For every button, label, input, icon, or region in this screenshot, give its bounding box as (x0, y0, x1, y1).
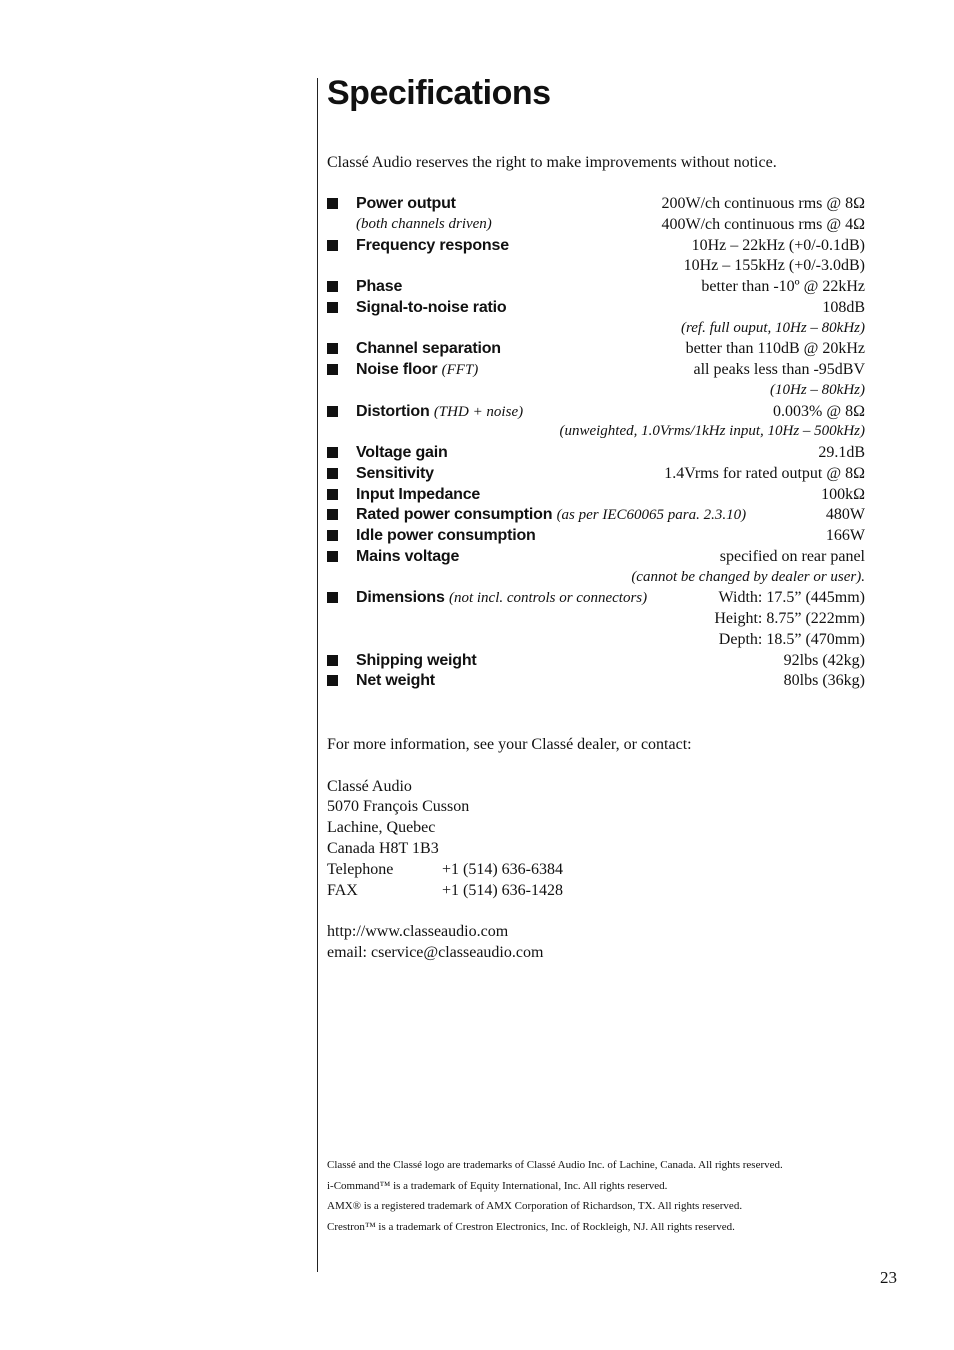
spec-row (327, 587, 865, 608)
spec-label: Channel separation (356, 340, 501, 358)
spec-value: 10Hz – 22kHz (+0/-0.1dB) (691, 236, 865, 254)
spec-value-note: (ref. full ouput, 10Hz – 80kHz) (680, 319, 865, 336)
spec-row (327, 193, 865, 214)
bullet-square-icon (327, 343, 338, 354)
spec-row (327, 442, 865, 463)
bullet-square-icon (327, 240, 338, 251)
contact-block (327, 735, 692, 964)
street-address: 5070 François Cusson (327, 798, 470, 816)
spec-note: (as per IEC60065 para. 2.3.10) (556, 507, 747, 524)
bullet-square-icon (327, 489, 338, 500)
bullet-square-icon (327, 468, 338, 479)
spec-note: (FFT) (441, 362, 479, 378)
spec-label: Voltage gain (356, 444, 448, 461)
spec-value: 100kΩ (821, 485, 865, 503)
spec-row (327, 276, 865, 297)
fax-label: FAX (327, 881, 358, 899)
bullet-square-icon (327, 509, 338, 520)
spec-value: all peaks less than -95dBV (693, 361, 865, 378)
spec-row (327, 650, 865, 671)
fax-row (327, 881, 692, 902)
bullet-square-icon (327, 655, 338, 666)
spec-value: Depth: 18.5” (470mm) (718, 630, 865, 648)
spec-label: Noise floor (FFT) (356, 361, 479, 378)
website-link[interactable]: http://www.classeaudio.com (327, 923, 509, 941)
spec-label: Net weight (356, 672, 435, 690)
spec-label: Frequency response (356, 236, 509, 254)
spec-note: (not incl. controls or connectors) (448, 590, 648, 607)
bullet-square-icon (327, 530, 338, 541)
bullet-square-icon (327, 447, 338, 458)
intro-text: Classé Audio reserves the right to make improvements without notice. (327, 154, 777, 171)
spec-row (327, 629, 865, 650)
spec-value: Width: 17.5” (445mm) (718, 589, 865, 607)
bullet-square-icon (327, 302, 338, 313)
bullet-square-icon (327, 675, 338, 686)
bullet-square-icon (327, 406, 338, 417)
spec-value: 166W (825, 527, 865, 544)
telephone-number: +1 (514) 636-6384 (442, 860, 564, 878)
spec-value-note: (unweighted, 1.0Vrms/1kHz input, 10Hz – 500kHz) (559, 423, 865, 440)
spec-value: 29.1dB (818, 444, 865, 461)
spec-row (327, 318, 865, 339)
spec-row (327, 235, 865, 256)
spec-row (327, 484, 865, 505)
legal-line: Crestron™ is a trademark of Crestron Electronics, Inc. of Rockleigh, NJ. All rights reserved. (327, 1221, 735, 1234)
bullet-square-icon (327, 198, 338, 209)
spec-label: Signal-to-noise ratio (356, 298, 507, 316)
spec-row (327, 338, 865, 359)
spec-row (327, 401, 865, 422)
spec-label: Phase (356, 278, 403, 295)
spec-row (327, 608, 865, 629)
spec-label: Dimensions (not incl. controls or connectors) (356, 589, 648, 607)
spec-row (327, 546, 865, 567)
bullet-square-icon (327, 281, 338, 292)
bullet-square-icon (327, 364, 338, 375)
spec-row (327, 297, 865, 318)
header (327, 70, 865, 116)
spec-value-note: (10Hz – 80kHz) (770, 381, 865, 398)
spec-value: better than -10º @ 22kHz (701, 278, 865, 295)
spec-row (327, 463, 865, 484)
spec-row (327, 380, 865, 401)
spec-row (327, 359, 865, 380)
spec-value: 200W/ch continuous rms @ 8Ω (661, 195, 865, 212)
city: Lachine, Quebec (327, 819, 436, 837)
spec-label: Sensitivity (356, 464, 434, 482)
spec-value: 10Hz – 155kHz (+0/-3.0dB) (683, 257, 865, 275)
spec-value: better than 110dB @ 20kHz (685, 340, 865, 358)
spec-label: Idle power consumption (356, 527, 536, 544)
legal-line: i-Command™ is a trademark of Equity International, Inc. All rights reserved. (327, 1179, 668, 1192)
company-name: Classé Audio (327, 777, 412, 795)
spec-value: specified on rear panel (719, 547, 865, 565)
fax-number: +1 (514) 636-1428 (442, 881, 564, 899)
telephone-row (327, 860, 692, 881)
spec-value: Height: 8.75” (222mm) (714, 610, 865, 627)
spec-row (327, 567, 865, 588)
page-number: 23 (880, 1268, 897, 1287)
spec-list (327, 193, 865, 691)
spec-label: Rated power consumption (as per IEC60065 para. 2.3.10) (356, 506, 747, 524)
spec-row (327, 670, 865, 691)
spec-label: Shipping weight (356, 651, 477, 669)
spec-row (327, 504, 865, 525)
spec-row (327, 421, 865, 442)
legal-notices (327, 1155, 783, 1238)
spec-value: 1.4Vrms for rated output @ 8Ω (664, 464, 865, 482)
legal-line: Classé and the Classé logo are trademarks of Classé Audio Inc. of Lachine, Canada. All rights reserved. (327, 1159, 783, 1171)
spec-row (327, 255, 865, 276)
spec-value: 92lbs (42kg) (783, 651, 865, 669)
spec-label: Power output (356, 195, 456, 212)
spec-note: (THD + noise) (433, 403, 524, 420)
country-postal: Canada H8T 1B3 (327, 839, 439, 857)
margin-rule (317, 78, 318, 1272)
spec-label: Input Impedance (356, 485, 481, 503)
spec-value: 480W (825, 506, 865, 524)
spec-row (327, 214, 865, 235)
spec-sublabel: (both channels driven) (356, 215, 492, 232)
page-title: Specifications (327, 74, 551, 112)
email-link[interactable]: email: cservice@classeaudio.com (327, 943, 544, 961)
bullet-square-icon (327, 551, 338, 562)
spec-value: 108dB (822, 298, 865, 316)
spec-label: Mains voltage (356, 547, 460, 565)
spec-value: 80lbs (36kg) (783, 672, 865, 690)
bullet-square-icon (327, 592, 338, 603)
spec-row (327, 525, 865, 546)
spec-value: 0.003% @ 8Ω (773, 402, 865, 420)
spec-value-note: (cannot be changed by dealer or user). (631, 568, 865, 585)
spec-value: 400W/ch continuous rms @ 4Ω (661, 215, 865, 233)
spec-label: Distortion (THD + noise) (356, 402, 524, 420)
legal-line: AMX® is a registered trademark of AMX Corporation of Richardson, TX. All rights reserved. (327, 1200, 743, 1213)
contact-lead: For more information, see your Classé dealer, or contact: (327, 736, 692, 753)
telephone-label: Telephone (327, 860, 394, 878)
